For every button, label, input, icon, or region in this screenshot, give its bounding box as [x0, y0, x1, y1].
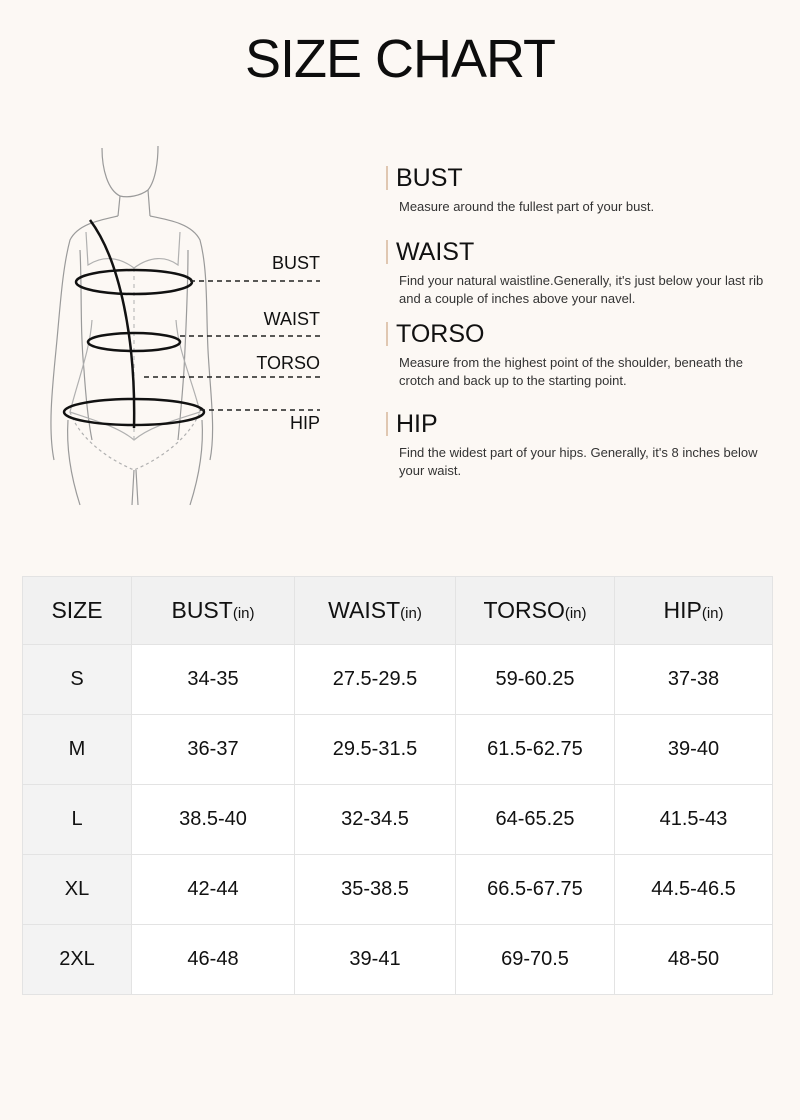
- definition-text: Find your natural waistline.Generally, it's just below your last rib and a couple of inches above your navel.: [399, 273, 764, 306]
- waist-cell: 32-34.5: [295, 785, 456, 855]
- waist-cell: 35-38.5: [295, 855, 456, 925]
- size-cell: XL: [23, 855, 132, 925]
- figure-label-hip: HIP: [289, 413, 320, 433]
- waist-cell: 27.5-29.5: [295, 645, 456, 715]
- measurement-definitions: [386, 162, 776, 480]
- header-unit: (in): [232, 605, 255, 622]
- header-waist: [295, 577, 456, 645]
- header-unit: (in): [564, 605, 587, 622]
- torso-cell: 69-70.5: [456, 925, 615, 995]
- table-row: [23, 645, 773, 715]
- table-row: [23, 715, 773, 785]
- bust-cell: 36-37: [132, 715, 295, 785]
- figure-label-bust: BUST: [271, 253, 320, 273]
- size-cell: M: [23, 715, 132, 785]
- torso-cell: 61.5-62.75: [456, 715, 615, 785]
- header-label: SIZE: [51, 597, 103, 623]
- table-row: [23, 855, 773, 925]
- definition-text: Find the widest part of your hips. Generally, it's 8 inches below your waist.: [399, 445, 758, 478]
- accent-bar: [386, 412, 388, 436]
- figure-label-torso: TORSO: [256, 353, 320, 373]
- header-label: WAIST: [328, 597, 401, 623]
- bust-cell: 46-48: [132, 925, 295, 995]
- header-label: TORSO: [483, 597, 565, 623]
- hip-cell: 39-40: [615, 715, 773, 785]
- torso-cell: 66.5-67.75: [456, 855, 615, 925]
- waist-cell: 29.5-31.5: [295, 715, 456, 785]
- bust-cell: 34-35: [132, 645, 295, 715]
- definition-text: Measure around the fullest part of your bust.: [399, 199, 655, 214]
- table-row: [23, 925, 773, 995]
- accent-bar: [386, 322, 388, 346]
- page-title: SIZE CHART: [244, 29, 556, 89]
- header-hip: [615, 577, 773, 645]
- table-header-row: [23, 577, 773, 645]
- table-row: [23, 785, 773, 855]
- header-unit: (in): [400, 605, 422, 622]
- header-unit: (in): [701, 605, 724, 622]
- size-cell: 2XL: [23, 925, 132, 995]
- accent-bar: [386, 240, 388, 264]
- definition-title: TORSO: [396, 320, 485, 348]
- definition-torso: [386, 318, 776, 408]
- definition-title: WAIST: [396, 238, 475, 266]
- bust-cell: 42-44: [132, 855, 295, 925]
- body-measurement-figure: [40, 140, 340, 510]
- hip-cell: 44.5-46.5: [615, 855, 773, 925]
- torso-cell: 59-60.25: [456, 645, 615, 715]
- hip-cell: 37-38: [615, 645, 773, 715]
- definition-title: HIP: [396, 410, 438, 438]
- waist-cell: 39-41: [295, 925, 456, 995]
- size-table: [22, 576, 773, 995]
- header-size: [23, 577, 132, 645]
- header-label: HIP: [663, 597, 702, 623]
- torso-cell: 64-65.25: [456, 785, 615, 855]
- size-cell: L: [23, 785, 132, 855]
- header-torso: [456, 577, 615, 645]
- definition-bust: [386, 162, 776, 236]
- accent-bar: [386, 166, 388, 190]
- bust-cell: 38.5-40: [132, 785, 295, 855]
- definition-text: Measure from the highest point of the shoulder, beneath the crotch and back up to the starting point.: [399, 355, 744, 388]
- header-bust: [132, 577, 295, 645]
- header-label: BUST: [171, 597, 233, 623]
- definition-waist: [386, 236, 776, 318]
- figure-label-waist: WAIST: [263, 309, 320, 329]
- hip-cell: 41.5-43: [615, 785, 773, 855]
- hip-cell: 48-50: [615, 925, 773, 995]
- definition-hip: [386, 408, 776, 480]
- size-cell: S: [23, 645, 132, 715]
- definition-title: BUST: [396, 164, 463, 192]
